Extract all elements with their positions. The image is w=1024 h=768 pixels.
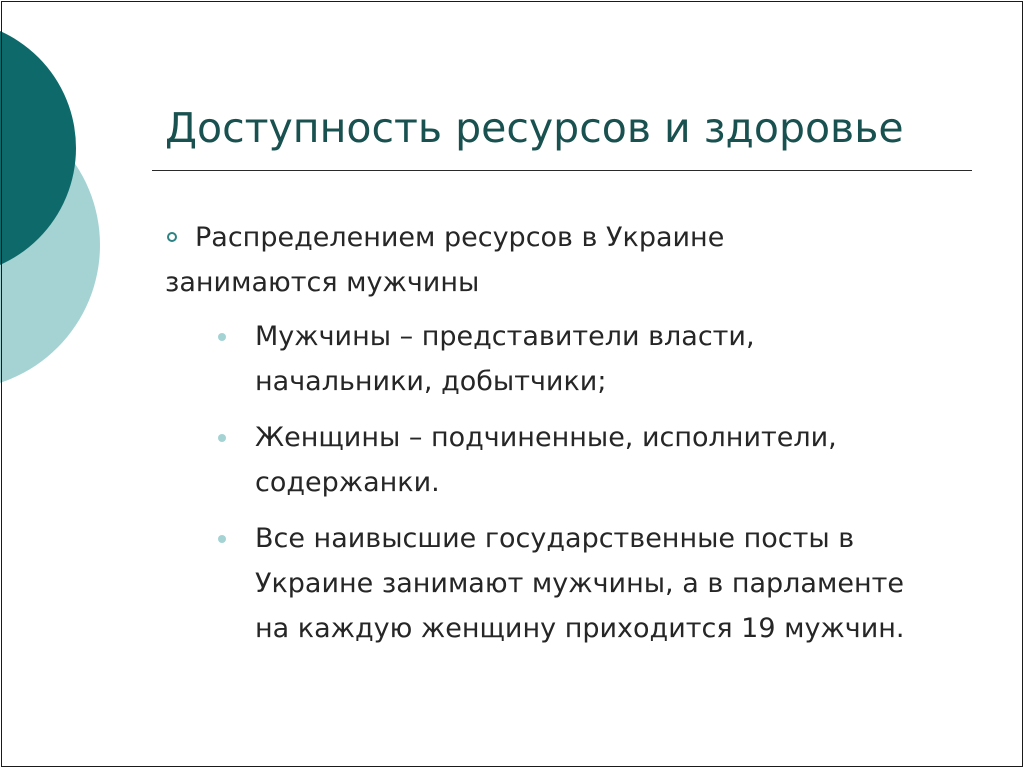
- title-divider: [152, 170, 972, 171]
- subpoint-women-roles: [255, 415, 955, 505]
- subpoint-line-2: начальники, добытчики;: [255, 366, 607, 397]
- subpoint-line-1: Женщины – подчиненные, исполнители,: [255, 422, 837, 453]
- main-point: [165, 215, 945, 305]
- dot-bullet-icon: [218, 333, 226, 341]
- subpoint-line-1: Все наивысшие государственные посты в: [255, 523, 855, 554]
- subpoint-state-posts: [255, 516, 955, 651]
- main-point-line-1: Распределением ресурсов в Украине: [195, 222, 725, 253]
- subpoint-men-power: [255, 314, 955, 404]
- dot-bullet-icon: [218, 535, 226, 543]
- subpoint-line-2: содержанки.: [255, 467, 440, 498]
- dot-bullet-icon: [218, 434, 226, 442]
- subpoint-line-1: Мужчины – представители власти,: [255, 321, 755, 352]
- slide-title: Доступность ресурсов и здоровье: [165, 104, 904, 152]
- subpoint-line-2: Украине занимают мужчины, а в парламенте: [255, 568, 904, 599]
- subpoint-line-3: на каждую женщину приходится 19 мужчин.: [255, 613, 905, 644]
- main-point-line-2: занимаются мужчины: [165, 267, 480, 298]
- ring-bullet-icon: [167, 232, 177, 242]
